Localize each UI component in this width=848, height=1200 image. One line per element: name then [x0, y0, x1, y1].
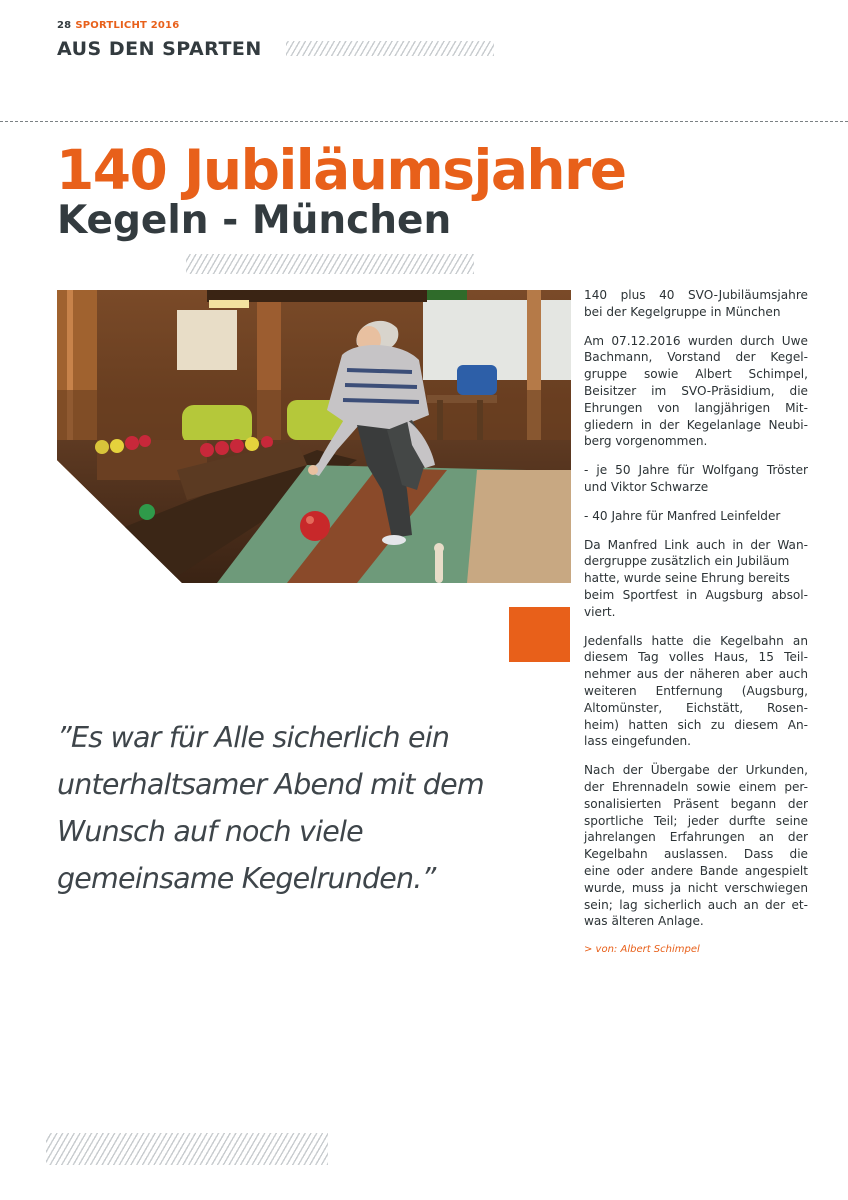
- text-line: dergruppe zusätzlich ein Jubiläum: [584, 554, 790, 569]
- text-line: sportliche Teil; jeder durfte seine: [584, 813, 808, 828]
- dashed-divider: [0, 121, 848, 122]
- section-title: AUS DEN SPARTEN: [57, 38, 262, 60]
- text-line: hatte, wurde seine Ehrung bereits: [584, 571, 790, 586]
- text-line: Beisitzer im SVO-Präsidium, die: [584, 383, 808, 398]
- paragraph-full-house: [584, 633, 808, 751]
- text-line: Altomünster, Eichstätt, Rosen-: [584, 700, 808, 715]
- article-subtitle: Kegeln - München: [57, 198, 452, 243]
- paragraph-honors-40: [584, 508, 808, 525]
- running-header: [57, 20, 179, 31]
- page-number: 28: [57, 20, 72, 31]
- quote-line: unterhaltsamer Abend mit dem: [57, 768, 484, 801]
- text-line: Kegelbahn auslassen. Dass die: [584, 847, 808, 862]
- text-line: viert.: [584, 604, 616, 619]
- text-line: jahrelangen Erfahrungen an der: [584, 830, 808, 845]
- text-line: Da Manfred Link auch in der Wan-: [584, 537, 808, 552]
- paragraph-honors-50: [584, 462, 808, 496]
- decorative-hatch-top: [286, 41, 494, 56]
- magazine-name: SPORTLICHT 2016: [75, 20, 180, 31]
- text-line: der Ehrennadeln sowie einem per-: [584, 779, 808, 794]
- text-line: Bachmann, Vorstand der Kegel-: [584, 350, 808, 365]
- bowling-photo: [57, 290, 571, 583]
- article-body: [584, 287, 808, 959]
- text-line: weiteren Entfernung (Augsburg,: [584, 683, 808, 698]
- text-line: - je 50 Jahre für Wolfgang Tröster: [584, 463, 808, 478]
- paragraph-intro: [584, 287, 808, 321]
- text-line: bei der Kegelgruppe in München: [584, 304, 781, 319]
- text-line: gruppe sowie Albert Schimpel,: [584, 367, 808, 382]
- paragraph-hiking-group: [584, 537, 808, 621]
- article-title: 140 Jubiläumsjahre: [56, 138, 626, 202]
- paragraph-ceremony: [584, 333, 808, 451]
- text-line: beim Sportfest in Augsburg absol-: [584, 587, 808, 602]
- quote-line: ”Es war für Alle sicherlich ein: [57, 721, 450, 754]
- text-line: Nach der Übergabe der Urkunden,: [584, 763, 808, 778]
- text-line: heim) hatten sich zu diesem An-: [584, 717, 808, 732]
- text-line: was älteren Anlage.: [584, 914, 704, 929]
- text-line: gliedern in der Kegelanlage Neubi-: [584, 417, 808, 432]
- text-line: 140 plus 40 SVO-Jubiläumsjahre: [584, 288, 808, 302]
- paragraph-sport-part: [584, 762, 808, 930]
- text-line: diesem Tag volles Haus, 15 Teil-: [584, 650, 808, 665]
- author-credit: > von: Albert Schimpel: [584, 944, 700, 956]
- pull-quote: [57, 714, 537, 902]
- decorative-hatch-bottom: [46, 1133, 328, 1165]
- text-line: sein; lag sicherlich auch an der et-: [584, 897, 808, 912]
- text-line: Am 07.12.2016 wurden durch Uwe: [584, 333, 808, 348]
- text-line: und Viktor Schwarze: [584, 479, 709, 494]
- quote-line: Wunsch auf noch viele: [57, 815, 363, 848]
- decorative-hatch-middle: [186, 254, 474, 274]
- text-line: sonalisierten Präsent begann der: [584, 796, 808, 811]
- text-line: eine oder andere Bande angespielt: [584, 863, 808, 878]
- text-line: nehmer aus der näheren aber auch: [584, 667, 808, 682]
- text-line: wurde, muss ja nicht verschwiegen: [584, 880, 808, 895]
- text-line: - 40 Jahre für Manfred Leinfelder: [584, 508, 781, 523]
- quote-line: gemeinsame Kegelrunden.”: [57, 862, 436, 895]
- text-line: berg vorgenommen.: [584, 434, 708, 449]
- text-line: Ehrungen von langjährigen Mit-: [584, 400, 808, 415]
- text-line: Jedenfalls hatte die Kegelbahn an: [584, 633, 808, 648]
- accent-square: [509, 607, 570, 662]
- text-line: lass eingefunden.: [584, 734, 692, 749]
